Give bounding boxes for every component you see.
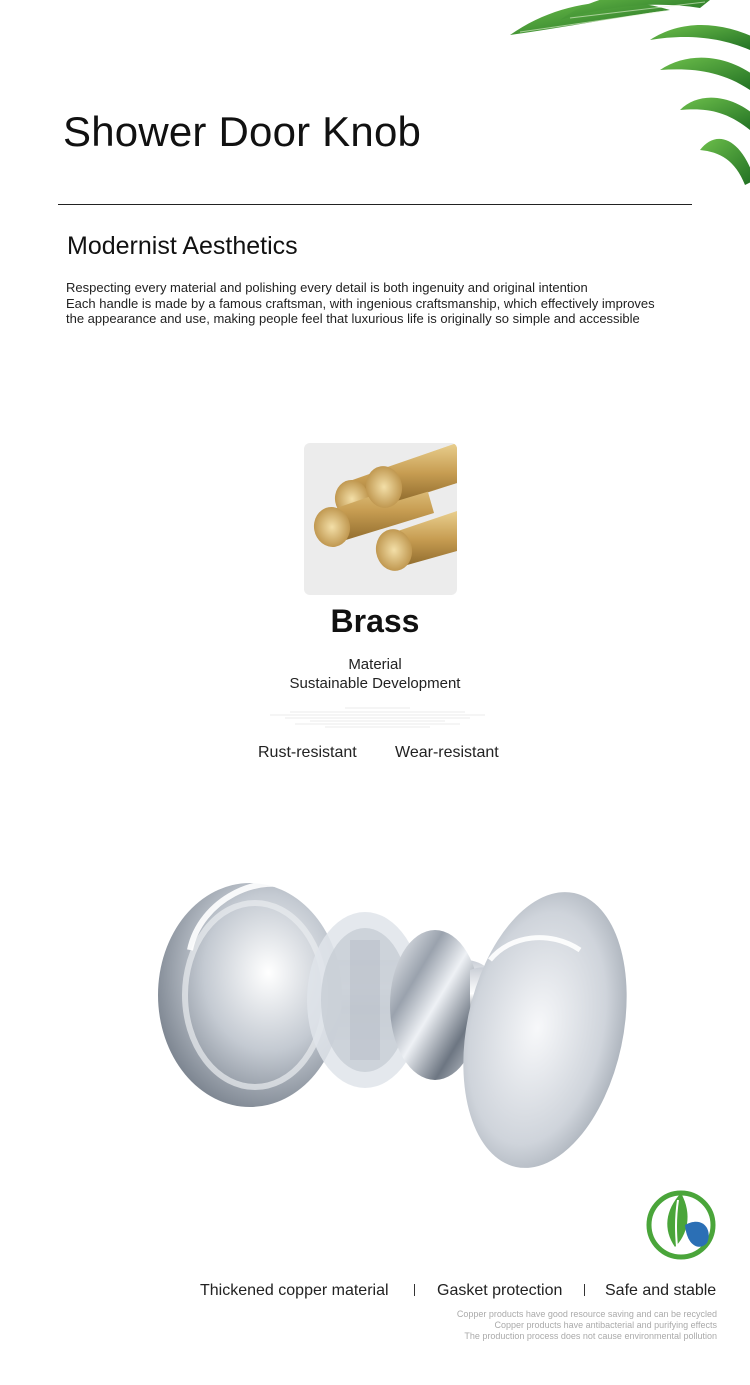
decorative-microtext [270,706,485,730]
shower-knob-icon [150,840,630,1190]
intro-line: Each handle is made by a famous craftsman, with ingenious craftsmanship, which effectively improves [66,295,655,311]
page-title: Shower Door Knob [63,108,422,155]
feature-rust-resistant: Rust-resistant [258,744,357,761]
separator [414,1284,415,1296]
palm-leaf-icon [500,0,750,190]
intro-line: Respecting every material and polishing every detail is both ingenuity and original intention [66,280,588,295]
feature-thickened-copper: Thickened copper material [200,1282,389,1299]
divider [58,204,692,205]
material-name: Brass [330,603,420,639]
brass-rods-icon [304,443,457,595]
intro-line: the appearance and use, making people feel that luxurious life is originally so simple and accessible [66,311,640,326]
feature-safe-stable: Safe and stable [605,1282,717,1299]
material-line: Material [348,656,402,673]
footnote-line: The production process does not cause environmental pollution [464,1331,717,1341]
eco-leaf-icon [645,1185,717,1263]
footnotes [457,1309,717,1342]
intro-description [66,280,655,327]
feature-gasket-protection: Gasket protection [437,1282,563,1299]
feature-wear-resistant: Wear-resistant [395,744,499,761]
footnote-line: Copper products have antibacterial and purifying effects [494,1320,717,1330]
material-line: Sustainable Development [289,675,461,692]
material-description [0,655,750,693]
brass-image [304,443,457,595]
footnote-line: Copper products have good resource saving and can be recycled [456,1309,717,1319]
separator [584,1284,585,1296]
section-subtitle: Modernist Aesthetics [67,232,298,260]
